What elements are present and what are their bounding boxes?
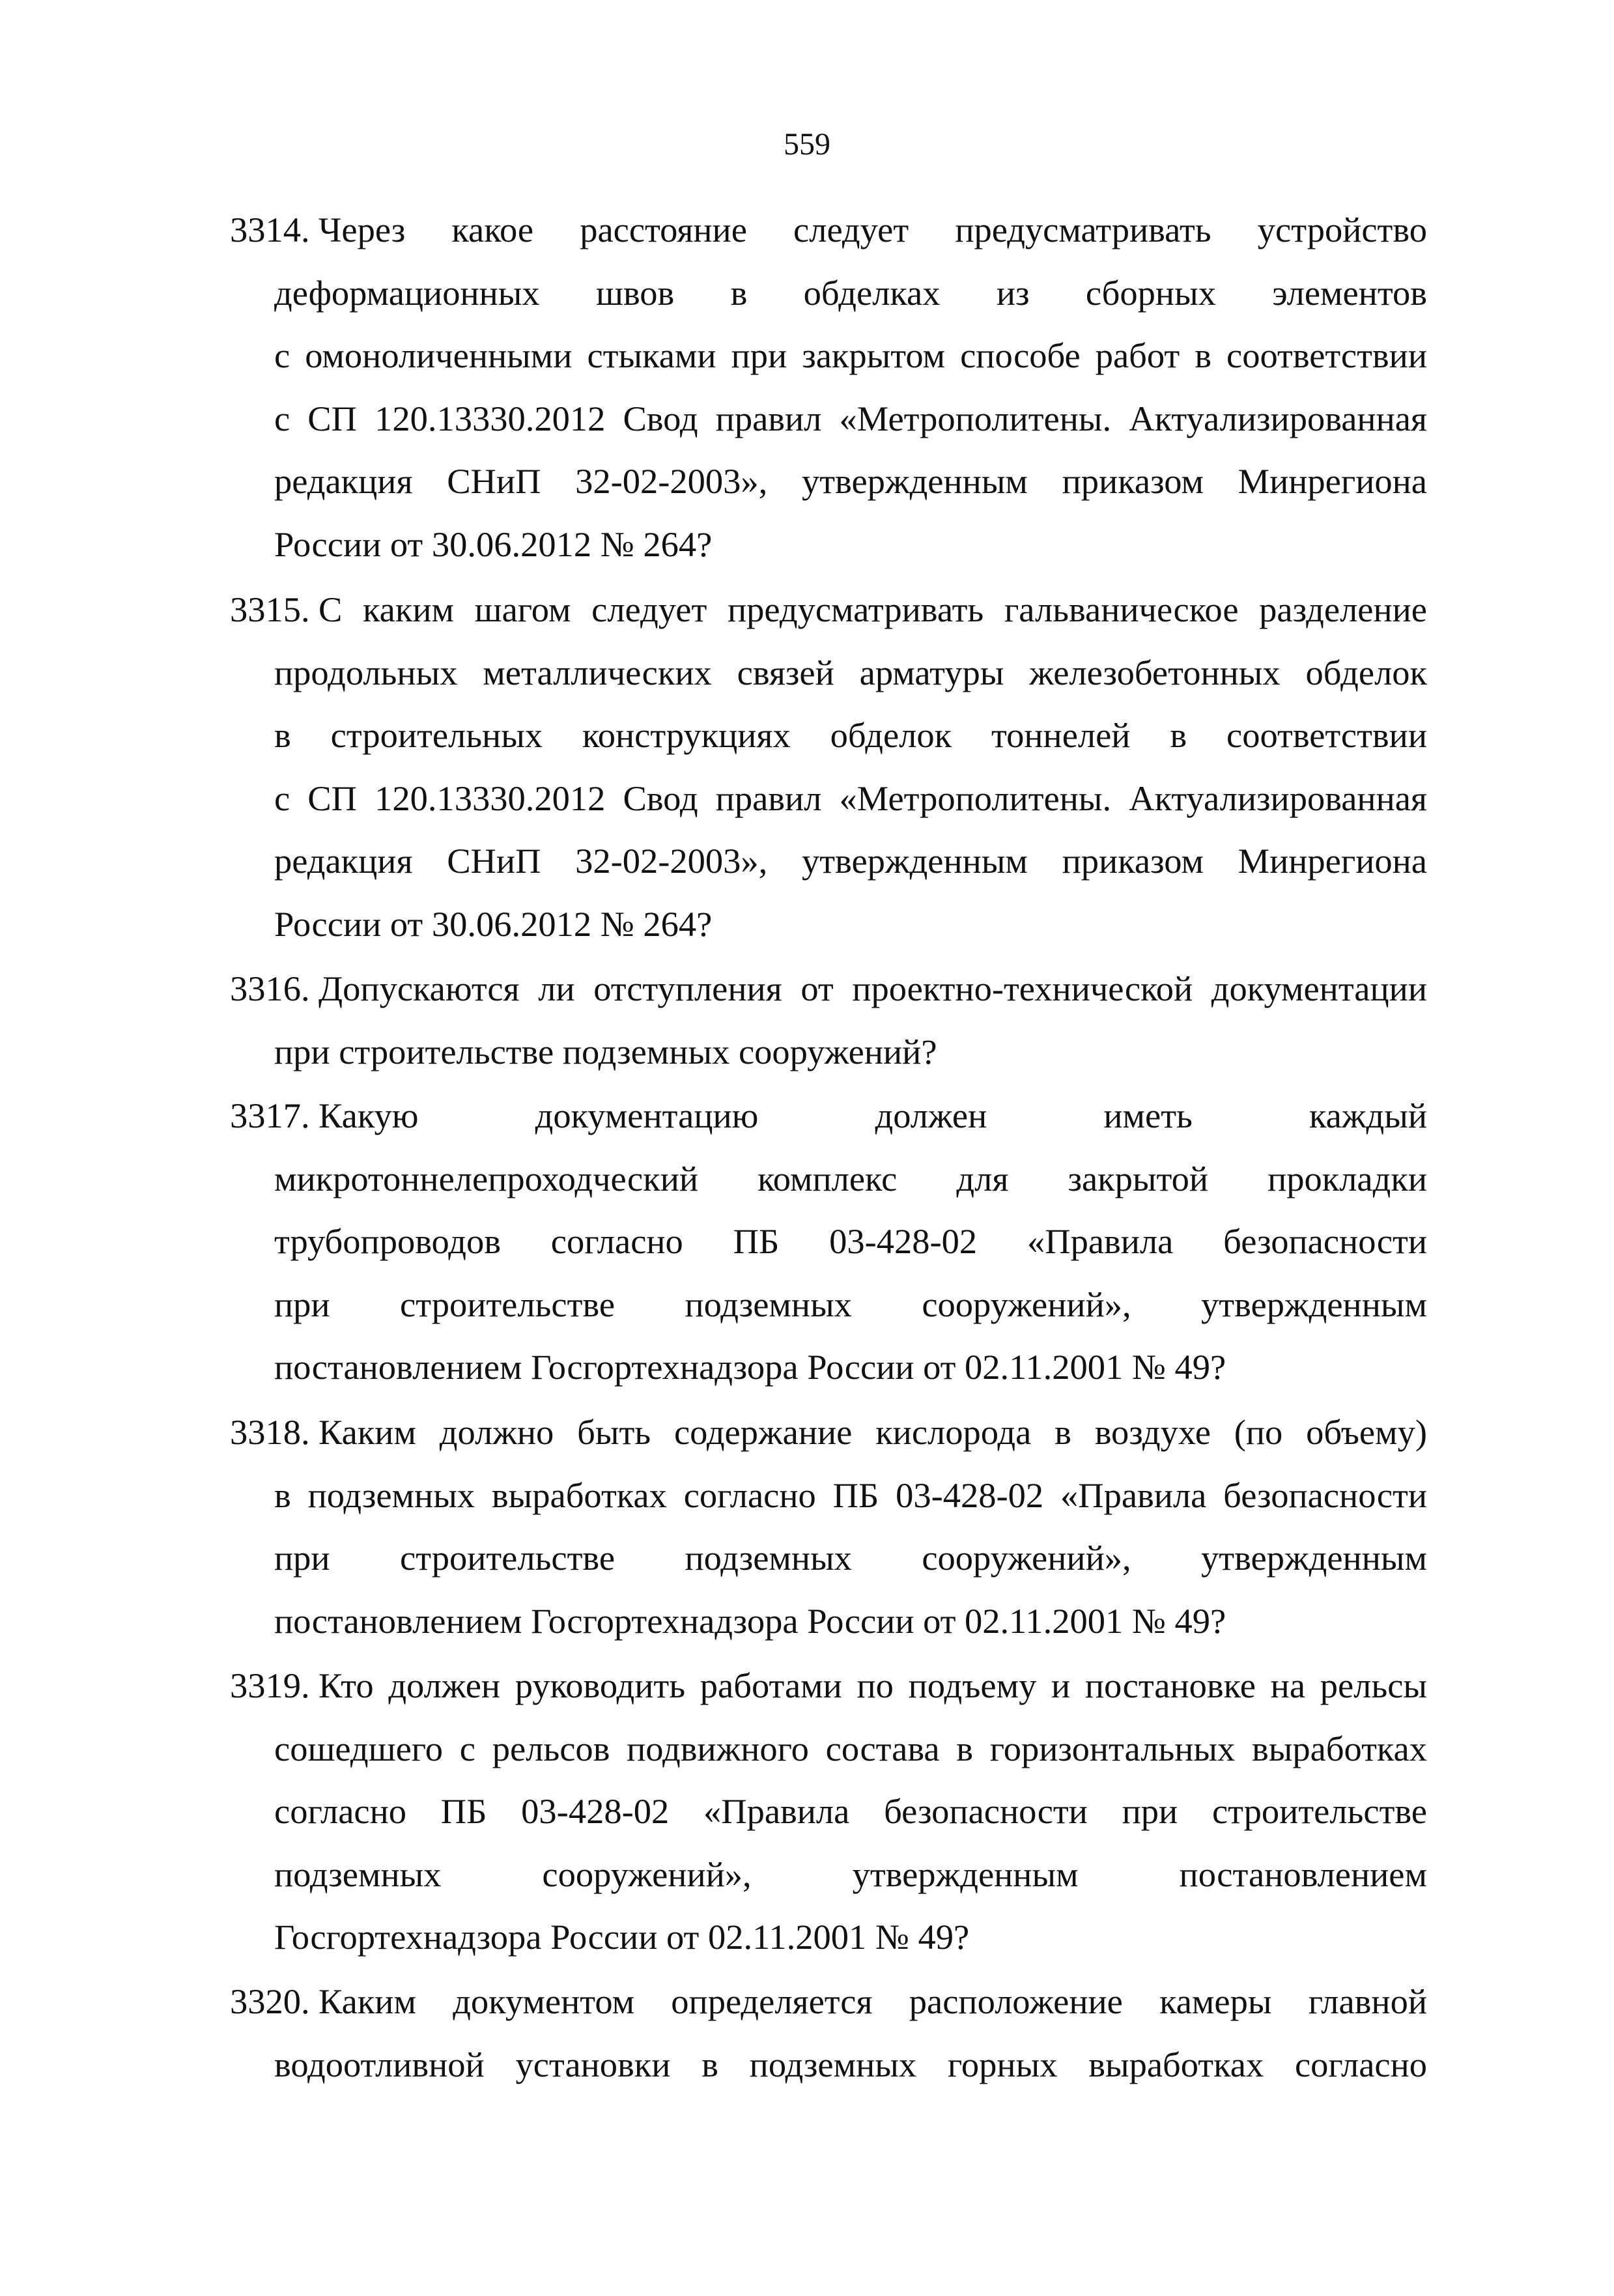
question-text-line: Госгортехнадзора России от 02.11.2001 № 49? bbox=[274, 1917, 970, 1957]
question-text-line: в строительных конструкциях обделок тоннелей в соответствии bbox=[274, 715, 1427, 755]
question-number: 3318. bbox=[230, 1412, 310, 1452]
question-number: 3314. bbox=[230, 210, 310, 249]
question-text-line: при строительстве подземных сооружений», утвержденным bbox=[274, 1538, 1427, 1578]
question-text-line: редакция СНиП 32-02-2003», утвержденным приказом Минрегиона bbox=[274, 841, 1427, 881]
question-text-line: микротоннелепроходческий комплекс для закрытой прокладки bbox=[274, 1158, 1427, 1198]
question-text-line: сошедшего с рельсов подвижного состава в горизонтальных выработках bbox=[274, 1728, 1427, 1768]
question-number: 3317. bbox=[230, 1096, 310, 1135]
question-text-line: постановлением Госгортехнадзора России от 02.11.2001 № 49? bbox=[274, 1600, 1226, 1641]
question-number: 3315. bbox=[230, 589, 310, 629]
question-text-line: при строительстве подземных сооружений», утвержденным bbox=[274, 1284, 1427, 1324]
question-number: 3316. bbox=[230, 969, 310, 1008]
question-text-line: Какую документацию должен иметь каждый bbox=[319, 1096, 1427, 1135]
question-text-line: трубопроводов согласно ПБ 03-428-02 «Правила безопасности bbox=[274, 1221, 1427, 1261]
question-text-line: России от 30.06.2012 № 264? bbox=[274, 903, 713, 944]
page-number: 559 bbox=[784, 127, 830, 162]
question-text-line: деформационных швов в обделках из сборных элементов bbox=[274, 272, 1427, 313]
question-text-line: продольных металлических связей арматуры железобетонных обделок bbox=[274, 652, 1427, 692]
question-text-line: согласно ПБ 03-428-02 «Правила безопасности при строительстве bbox=[274, 1791, 1427, 1831]
question-text-line: с омоноличенными стыками при закрытом способе работ в соответствии bbox=[274, 335, 1427, 375]
question-number: 3320. bbox=[230, 1981, 310, 2021]
question-text-line: Каким должно быть содержание кислорода в воздухе (по объему) bbox=[319, 1412, 1427, 1452]
question-text-line: Каким документом определяется расположение камеры главной bbox=[319, 1981, 1427, 2021]
question-text-line: С каким шагом следует предусматривать гальваническое разделение bbox=[319, 589, 1427, 629]
question-text-line: водоотливной установки в подземных горных выработках согласно bbox=[274, 2044, 1427, 2084]
question-text-line: при строительстве подземных сооружений? bbox=[274, 1031, 937, 1071]
question-text-line: России от 30.06.2012 № 264? bbox=[274, 524, 713, 564]
question-text-line: редакция СНиП 32-02-2003», утвержденным приказом Минрегиона bbox=[274, 461, 1427, 501]
question-text-line: Допускаются ли отступления от проектно-технической документации bbox=[319, 969, 1427, 1008]
question-text-line: с СП 120.13330.2012 Свод правил «Метрополитены. Актуализированная bbox=[274, 398, 1427, 438]
question-text-line: постановлением Госгортехнадзора России от 02.11.2001 № 49? bbox=[274, 1347, 1226, 1387]
question-text-line: в подземных выработках согласно ПБ 03-428-02 «Правила безопасности bbox=[274, 1475, 1427, 1515]
question-text-line: с СП 120.13330.2012 Свод правил «Метрополитены. Актуализированная bbox=[274, 778, 1427, 818]
question-text-line: подземных сооружений», утвержденным постановлением bbox=[274, 1854, 1427, 1894]
question-number: 3319. bbox=[230, 1665, 310, 1705]
question-text-line: Кто должен руководить работами по подъему и постановке на рельсы bbox=[319, 1665, 1427, 1705]
question-text-line: Через какое расстояние следует предусматривать устройство bbox=[319, 210, 1427, 249]
